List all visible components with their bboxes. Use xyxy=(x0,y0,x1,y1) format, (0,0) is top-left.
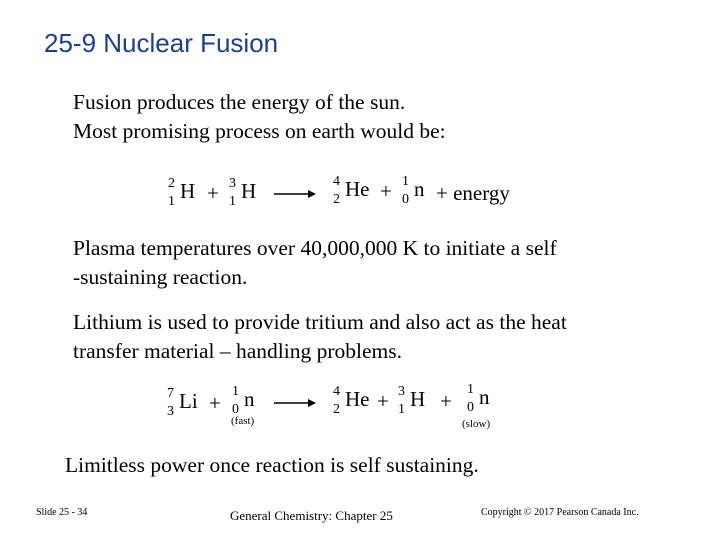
element-symbol: He xyxy=(345,177,370,201)
plasma-line-1: Plasma temperatures over 40,000,000 K to initiate a self xyxy=(73,236,557,260)
slow-label: (slow) xyxy=(462,418,491,430)
element-symbol: n xyxy=(479,385,490,409)
course-label: General Chemistry: Chapter 25 xyxy=(230,508,393,523)
atomic-number: 1 xyxy=(168,194,175,209)
element-symbol: H xyxy=(410,387,426,411)
plus-sign: + xyxy=(440,389,452,413)
plus-sign: + xyxy=(207,181,219,205)
mass-number: 3 xyxy=(229,176,236,191)
intro-line-1: Fusion produces the energy of the sun. xyxy=(73,90,406,114)
element-symbol: He xyxy=(345,387,370,411)
mass-number: 3 xyxy=(398,384,405,399)
copyright: Copyright © 2017 Pearson Canada Inc. xyxy=(481,507,639,518)
plus-sign: + xyxy=(377,389,389,413)
slide-number: Slide 25 - 34 xyxy=(36,507,88,518)
element-symbol: H xyxy=(180,179,196,203)
slide-title: 25-9 Nuclear Fusion xyxy=(44,28,279,58)
atomic-number: 0 xyxy=(467,400,474,415)
atomic-number: 1 xyxy=(229,194,236,209)
lithium-paragraph xyxy=(73,308,567,366)
intro-paragraph xyxy=(73,88,446,146)
fast-label: (fast) xyxy=(231,415,255,427)
atomic-number: 3 xyxy=(167,404,174,419)
element-symbol: H xyxy=(241,179,257,203)
mass-number: 1 xyxy=(467,382,474,397)
reaction-arrow-icon xyxy=(274,398,316,408)
closing-statement: Limitless power once reaction is self sustaining. xyxy=(65,453,479,477)
element-symbol: n xyxy=(414,177,425,201)
element-symbol: n xyxy=(244,387,255,411)
energy-term: + energy xyxy=(436,181,510,205)
mass-number: 7 xyxy=(167,386,174,401)
lithium-line-1: Lithium is used to provide tritium and also act as the heat xyxy=(73,310,567,334)
plus-sign: + xyxy=(380,179,392,203)
element-symbol: Li xyxy=(179,389,198,413)
mass-number: 1 xyxy=(232,384,239,399)
mass-number: 1 xyxy=(402,174,409,189)
atomic-number: 2 xyxy=(333,402,340,417)
plasma-line-2: -sustaining reaction. xyxy=(73,265,248,289)
plus-sign: + xyxy=(209,391,221,415)
reaction-arrow-icon xyxy=(274,189,316,199)
plasma-paragraph xyxy=(73,234,557,292)
lithium-line-2: transfer material – handling problems. xyxy=(73,339,402,363)
mass-number: 4 xyxy=(333,174,340,189)
mass-number: 4 xyxy=(333,384,340,399)
atomic-number: 2 xyxy=(333,192,340,207)
atomic-number: 1 xyxy=(398,402,405,417)
atomic-number: 0 xyxy=(232,402,239,417)
atomic-number: 0 xyxy=(402,192,409,207)
intro-line-2: Most promising process on earth would be: xyxy=(73,119,446,143)
mass-number: 2 xyxy=(168,176,175,191)
